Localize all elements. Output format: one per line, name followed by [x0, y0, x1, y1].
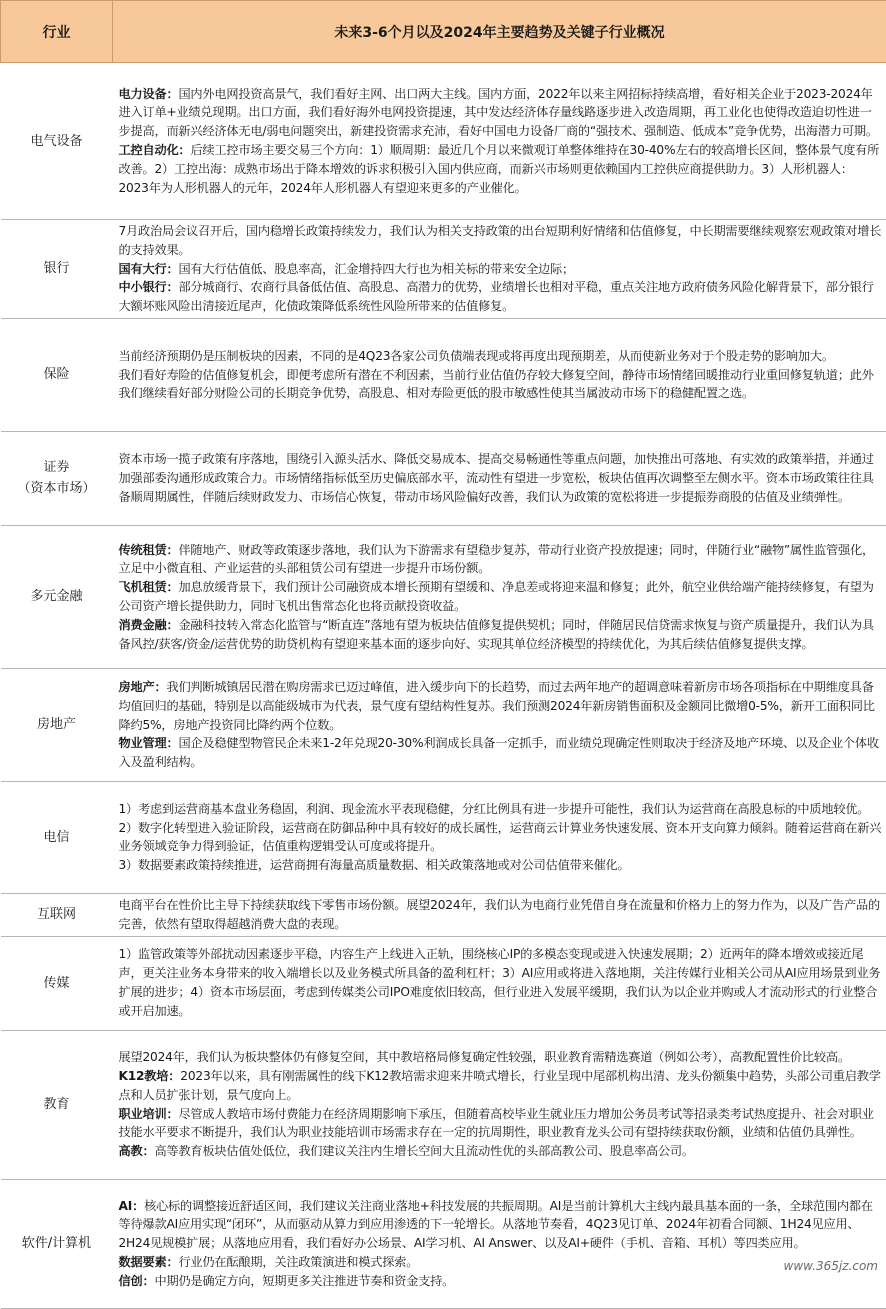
table-row [1, 1030, 886, 1179]
outlook-text: 加息放缓背景下，我们预计公司融资成本增长预期有望缓和、净息差或将迎来温和修复；此外，航空业供给端产能持续修复，有望为公司资产增长提供助力，同时飞机出售常态化也将贡献投资收益。 [119, 580, 874, 613]
outlook-text: 展望2024年，我们认为板块整体仍有修复空间，其中教培格局修复确定性较强，职业教育需精选赛道（例如公考），高教配置性价比较高。 [119, 1050, 850, 1064]
industry-name: 多元金融 [1, 586, 113, 607]
outlook-text: 国企及稳健型物管民企未来1-2年兑现20-30%利润成长具备一定抓手，而业绩兑现确定性则取决于经济及地产环境、以及企业个体收入及盈利结构。 [119, 736, 879, 769]
industry-name: 传媒 [1, 973, 113, 994]
subsector-label: 数据要素： [119, 1255, 179, 1269]
industry-cell [1, 781, 113, 893]
outlook-paragraph [119, 896, 882, 934]
outlook-cell [113, 781, 886, 893]
outlook-paragraph [119, 1253, 882, 1272]
outlook-cell [113, 936, 886, 1030]
outlook-paragraph [119, 856, 882, 875]
industry-cell [1, 1030, 113, 1179]
outlook-text: 高等教育板块估值处低位，我们建议关注内生增长空间大且流动性优的头部高教公司、股息率高公司。 [154, 1144, 693, 1158]
outlook-paragraph [119, 85, 882, 141]
subsector-label: 中小银行： [119, 280, 179, 294]
outlook-paragraph [119, 347, 882, 366]
outlook-text: 1）监管政策等外部扰动因素逐步平稳，内容生产上线进入正轨，围绕核心IP的多模态变现或进入快速发展期；2）近两年的降本增效或接近尾声，更关注业务本身带来的收入端增长以及业务模式所具备的盈利杠杆；3）AI应用或将进入落地期，关注传媒行业相关公司从AI应用场景到业务扩展的进步；4）资本市场层面，考虑到传媒类公司IPO难度依旧较高，但行业进入发展平缓期，我们认为以企业并购或人才流动形式的行业整合或开启加速。 [119, 947, 881, 1017]
table-row [1, 893, 886, 936]
table-header-row [1, 1, 886, 63]
outlook-cell [113, 431, 886, 525]
table-row [1, 220, 886, 319]
industry-cell [1, 936, 113, 1030]
outlook-paragraph [119, 260, 882, 279]
outlook-paragraph [119, 1272, 882, 1291]
subsector-label: 物业管理： [119, 736, 179, 750]
outlook-paragraph [119, 945, 882, 1020]
subsector-label: 工控自动化： [119, 143, 191, 157]
outlook-paragraph [119, 578, 882, 616]
industry-cell [1, 318, 113, 431]
industry-name: 保险 [1, 364, 113, 385]
outlook-paragraph [119, 1197, 882, 1253]
industry-cell [1, 525, 113, 668]
outlook-text: 尽管成人教培市场付费能力在经济周期影响下承压，但随着高校毕业生就业压力增加公务员考试等招录类考试热度提升、社会对职业技能水平要求不断提升，我们认为职业技能培训市场需求存在一定的抗周期性，职业教育龙头公司有望持续获取份额，业绩和估值仍具弹性。 [119, 1107, 874, 1140]
industry-cell [1, 63, 113, 220]
outlook-text: 资本市场一揽子政策有序落地，围绕引入源头活水、降低交易成本、提高交易畅通性等重点问题，加快推出可落地、有实效的政策举措，并通过加强部委沟通形成政策合力。市场情绪指标低至历史偏底部水平，流动性有望进一步宽松，板块估值再次调整至左侧水平。资本市场政策往往具备顺周期属性，伴随后续财政发力、市场信心恢复，带动市场风险偏好改善，我们认为政策的宽松将进一步提振券商股的估值及业绩弹性。 [119, 452, 874, 504]
outlook-text: 2023年以来，具有刚需属性的线下K12教培需求迎来井喷式增长，行业呈现中尾部机构出清、龙头份额集中趋势，头部公司重启教学点和人员扩张计划，景气度向上。 [119, 1069, 881, 1102]
table-body [1, 63, 886, 1309]
outlook-paragraph [119, 541, 882, 579]
table-row [1, 431, 886, 525]
outlook-cell [113, 525, 886, 668]
outlook-text: 行业仍在酝酿期，关注政策演进和模式探索。 [178, 1255, 418, 1269]
header-industry: 行业 [1, 1, 113, 63]
outlook-paragraph [119, 616, 882, 654]
table-row [1, 63, 886, 220]
subsector-label: 房地产： [119, 680, 167, 694]
industry-name: 教育 [1, 1094, 113, 1115]
subsector-label: 高教： [119, 1144, 155, 1158]
table-row [1, 781, 886, 893]
outlook-text: 我们看好寿险的估值修复机会，即便考虑所有潜在不利因素，当前行业估值仍存较大修复空间，静待市场情绪回暖推动行业重回修复轨道；此外我们继续看好部分财险公司的长期竞争优势，高股息、相对寿险更低的股市敏感性使其当属波动市场下的稳健配置之选。 [119, 368, 874, 401]
industry-cell [1, 220, 113, 319]
outlook-cell [113, 1179, 886, 1308]
industry-name: （资本市场） [1, 478, 113, 499]
table-row [1, 318, 886, 431]
industry-name: 互联网 [1, 904, 113, 925]
subsector-label: 飞机租赁： [119, 580, 179, 594]
outlook-paragraph [119, 366, 882, 404]
outlook-text: 7月政治局会议召开后，国内稳增长政策持续发力，我们认为相关支持政策的出台短期利好情绪和估值修复，中长期需要继续观察宏观政策对增长的支持效果。 [119, 224, 882, 257]
outlook-cell [113, 63, 886, 220]
outlook-paragraph [119, 1048, 882, 1067]
industry-name: 房地产 [1, 714, 113, 735]
outlook-paragraph [119, 1067, 882, 1105]
outlook-text: 2）数字化转型进入验证阶段，运营商在防御品种中具有较好的成长属性，运营商云计算业务快速发展、资本开支向算力倾斜。随着运营商在新兴业务领域竞争力得到验证，估值重构逻辑受认可度或将提升。 [119, 821, 882, 854]
outlook-paragraph [119, 1142, 882, 1161]
industry-name: 电信 [1, 827, 113, 848]
outlook-text: 1）考虑到运营商基本盘业务稳固，利润、现金流水平表现稳健，分红比例具有进一步提升可能性，我们认为运营商在高股息标的中质地较优。 [119, 802, 870, 816]
outlook-text: 电商平台在性价比主导下持续获取线下零售市场份额。展望2024年，我们认为电商行业凭借自身在流量和价格力上的努力作为，以及广告产品的完善，依然有望取得超越消费大盘的表现。 [119, 898, 880, 931]
industry-name: 证券 [1, 457, 113, 478]
subsector-label: 传统租赁： [119, 543, 179, 557]
outlook-text: 国有大行估值低、股息率高，汇金增持四大行也为相关标的带来安全边际； [178, 262, 574, 276]
outlook-paragraph [119, 141, 882, 197]
outlook-text: 3）数据要素政策持续推进，运营商拥有海量高质量数据、相关政策落地或对公司估值带来催化。 [119, 858, 630, 872]
subsector-label: AI： [119, 1199, 145, 1213]
outlook-paragraph [119, 734, 882, 772]
table-row [1, 936, 886, 1030]
watermark-text: www.365jz.com [784, 1259, 878, 1273]
outlook-cell [113, 668, 886, 781]
outlook-text: 国内外电网投资高景气，我们看好主网、出口两大主线。国内方面，2022年以来主网招标持续高增，看好相关企业于2023-2024年进入订单+业绩兑现期。出口方面，我们看好海外电网投资提速，其中发达经济体存量线路逐步进入改造周期，再工业化也使得改造迫切性进一步提高，而新兴经济体无电/弱电问题突出，新建投资需求充沛，看好中国电力设备厂商的“强技术、强制造、低成本”竞争优势，出海潜力可期。 [119, 87, 878, 139]
header-trends: 未来3-6个月以及2024年主要趋势及关键子行业概况 [113, 1, 886, 63]
outlook-text: 中期仍是确定方向，短期更多关注推进节奏和资金支持。 [154, 1274, 454, 1288]
outlook-paragraph [119, 278, 882, 316]
outlook-cell [113, 220, 886, 319]
outlook-text: 核心标的调整接近舒适区间，我们建议关注商业落地+科技发展的共振周期。AI是当前计算机大主线内最具基本面的一条，全球范围内都在等待爆款AI应用实现“闭环”，从而驱动从算力到应用渗透的下一轮增长。从落地节奏看，4Q23见订单、2024年初看合同额、1H24见应用、2H24见规模扩展；从落地应用看，我们看好办公场景、AI学习机、AI Answer、以及AI+硬件（手机、音箱、耳机）等四类应用。 [119, 1199, 873, 1251]
outlook-paragraph [119, 450, 882, 506]
outlook-paragraph [119, 1105, 882, 1143]
industry-name: 银行 [1, 258, 113, 279]
outlook-paragraph [119, 222, 882, 260]
outlook-text: 伴随地产、财政等政策逐步落地，我们认为下游需求有望稳步复苏，带动行业资产投放提速；同时，伴随行业“融物”属性监管强化，立足中小微直租、产业运营的头部租赁公司有望进一步提升市场份额。 [119, 543, 874, 576]
outlook-cell [113, 893, 886, 936]
table-row [1, 668, 886, 781]
outlook-text: 当前经济预期仍是压制板块的因素，不同的是4Q23各家公司负债端表现或将再度出现预期差，从而使新业务对于个股走势的影响加大。 [119, 349, 834, 363]
table-row [1, 1179, 886, 1308]
outlook-text: 部分城商行、农商行具备低估值、高股息、高潜力的优势，业绩增长也相对平稳，重点关注地方政府债务风险化解背景下，部分银行大额坏账风险出清接近尾声，化债政策降低系统性风险所带来的估值修复。 [119, 280, 874, 313]
subsector-label: K12教培： [119, 1069, 181, 1083]
outlook-cell [113, 1030, 886, 1179]
subsector-label: 消费金融： [119, 618, 179, 632]
industry-cell [1, 893, 113, 936]
subsector-label: 职业培训： [119, 1107, 179, 1121]
industry-name: 软件/计算机 [1, 1233, 113, 1254]
outlook-paragraph [119, 819, 882, 857]
industry-cell [1, 431, 113, 525]
industry-name: 电气设备 [1, 131, 113, 152]
table-row [1, 525, 886, 668]
outlook-text: 金融科技转入常态化监管与“断直连”落地有望为板块估值修复提供契机；同时，伴随居民信贷需求恢复与资产质量提升，我们认为具备风控/获客/资金/运营优势的助贷机构有望迎来基本面的逐步向好、实现其单位经济模型的持续优化，为其后续估值修复提供支撑。 [119, 618, 874, 651]
subsector-label: 电力设备： [119, 87, 179, 101]
outlook-text: 我们判断城镇居民潜在购房需求已迈过峰值，进入缓步向下的长趋势，而过去两年地产的超调意味着新房市场各项指标在中期维度具备均值回归的基础，特别是以高能级城市为代表，景气度有望结构性复苏。我们预测2024年新房销售面积及金额同比微增0-5%，新开工面积同比降约5%，房地产投资同比降约两个位数。 [119, 680, 875, 732]
industry-cell [1, 668, 113, 781]
outlook-paragraph [119, 800, 882, 819]
subsector-label: 信创： [119, 1274, 155, 1288]
subsector-label: 国有大行： [119, 262, 179, 276]
outlook-paragraph [119, 678, 882, 734]
outlook-cell [113, 318, 886, 431]
outlook-text: 后续工控市场主要交易三个方向：1）顺周期：最近几个月以来微观订单整体维持在30-40%左右的较高增长区间，整体景气度有所改善。2）工控出海：成熟市场出于降本增效的诉求积极引入国内供应商，而新兴市场则更依赖国内工控供应商提供助力。3）人形机器人：2023年为人形机器人的元年，2024年人形机器人有望迎来更多的产业催化。 [119, 143, 880, 195]
industry-cell [1, 1179, 113, 1308]
